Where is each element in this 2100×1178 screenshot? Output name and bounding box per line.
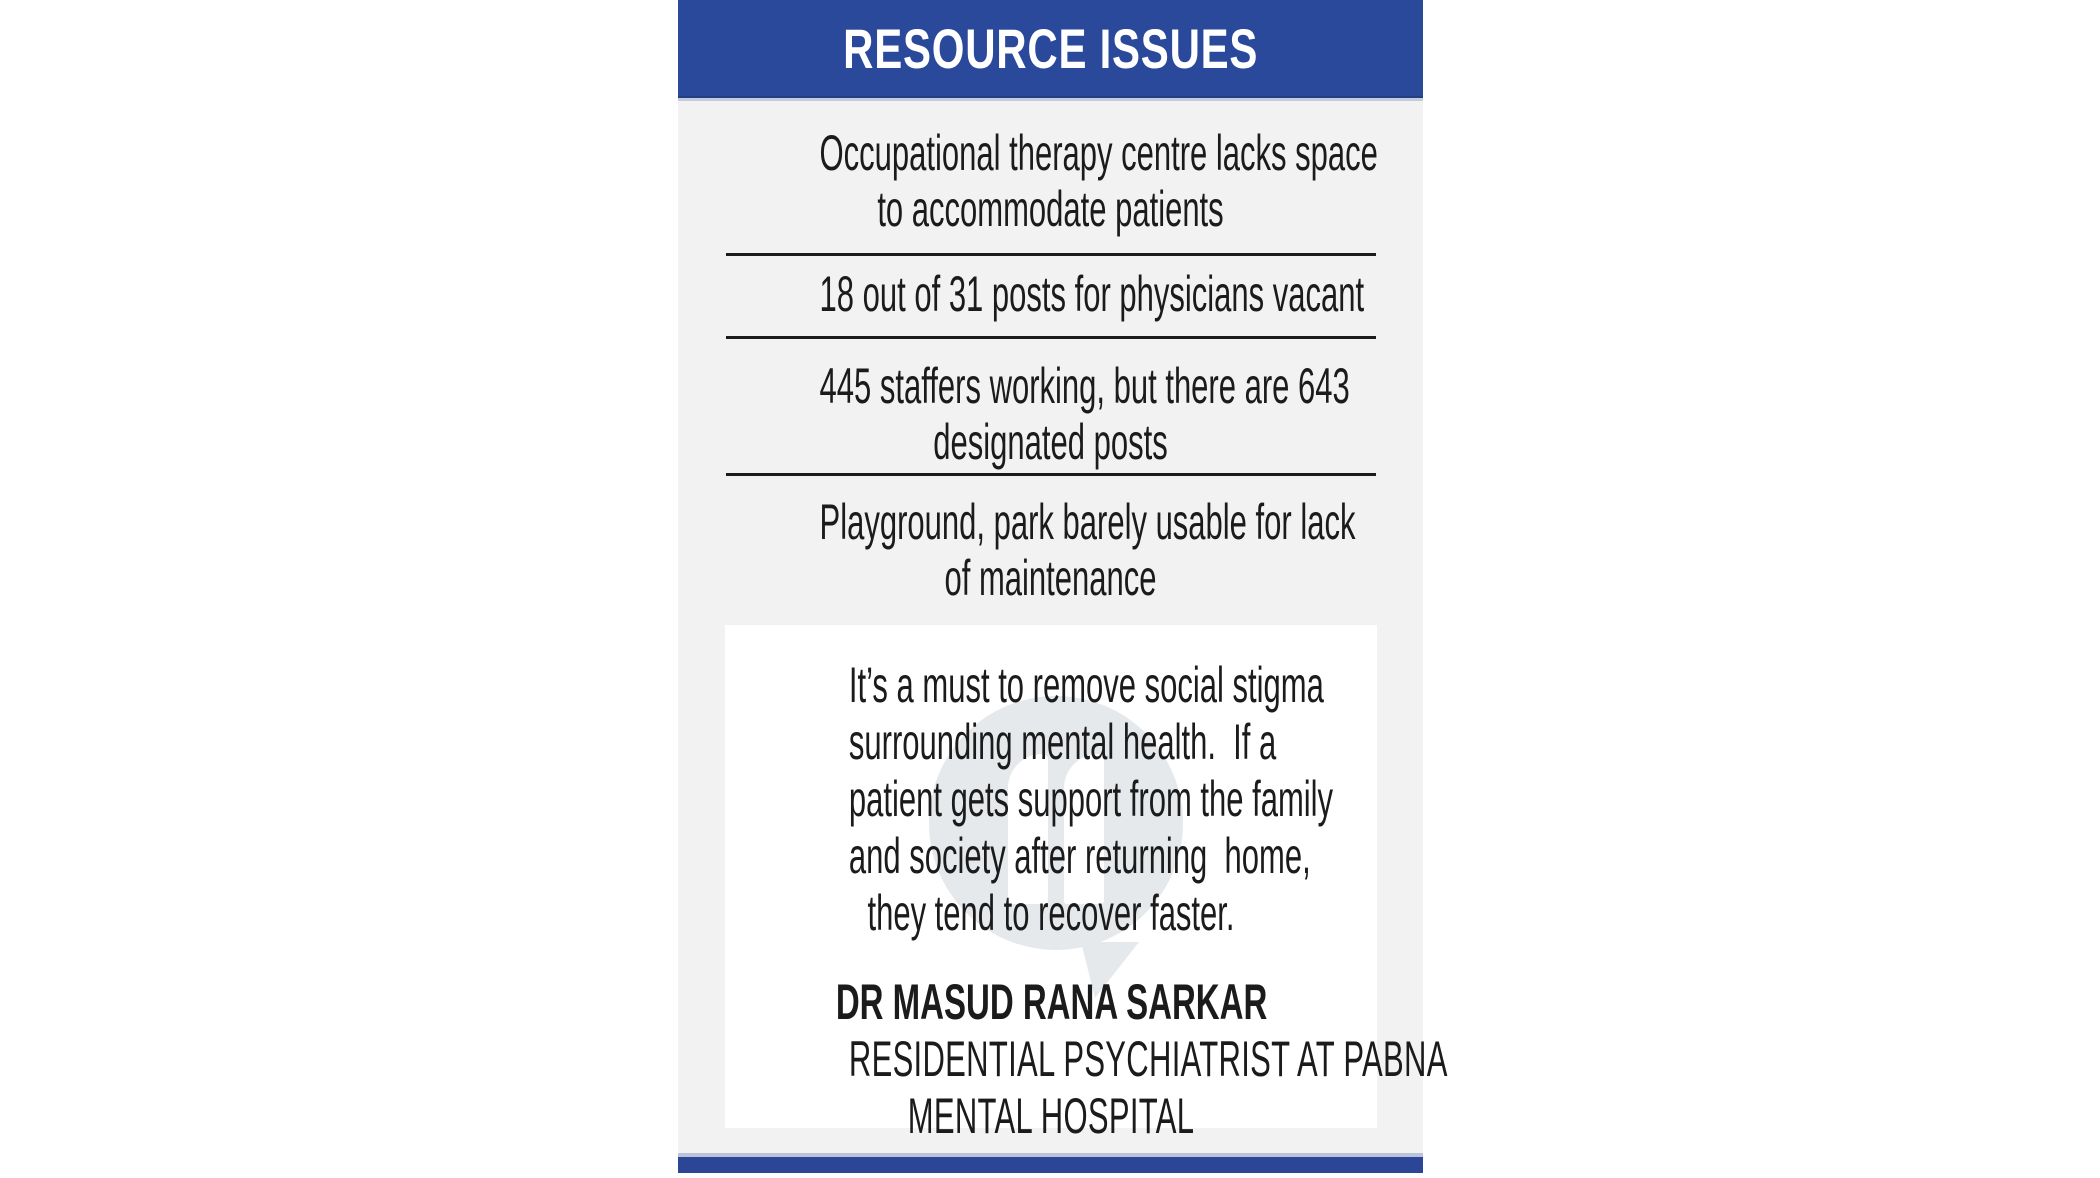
- issue-line: Playground, park barely usable for lack: [819, 494, 1356, 550]
- issue-item-playground: [678, 494, 1423, 606]
- issue-line: 18 out of 31 posts for physicians vacant: [819, 266, 1365, 322]
- issue-divider: [726, 473, 1376, 476]
- quote-line: and society after returning home,: [848, 828, 1311, 884]
- quote-line: patient gets support from the family: [848, 771, 1333, 827]
- issue-item-physician-posts: [678, 266, 1423, 322]
- issue-item-space: [678, 125, 1423, 237]
- attribution-title-line: RESIDENTIAL PSYCHIATRIST AT PABNA: [848, 1031, 1448, 1087]
- issue-item-staffers: [678, 358, 1423, 470]
- attribution-title-line: MENTAL HOSPITAL: [907, 1088, 1194, 1144]
- footer-bar: [678, 1157, 1423, 1173]
- issue-line: Occupational therapy centre lacks space: [819, 125, 1378, 181]
- issue-divider: [726, 253, 1376, 256]
- resource-issues-panel: [678, 0, 1448, 1173]
- header-banner: [678, 0, 1423, 98]
- issue-line: to accommodate patients: [877, 181, 1224, 237]
- attribution-name: DR MASUD RANA SARKAR: [835, 974, 1267, 1030]
- issue-line: 445 staffers working, but there are 643: [819, 358, 1350, 414]
- issue-line: designated posts: [933, 414, 1168, 470]
- quote-card: [725, 625, 1448, 1144]
- quote-text: [725, 625, 1448, 1145]
- quote-line: It’s a must to remove social stigma: [848, 657, 1324, 713]
- issue-line: of maintenance: [944, 550, 1157, 606]
- quote-line: surrounding mental health. If a: [848, 714, 1276, 770]
- issue-divider: [726, 336, 1376, 339]
- panel-title: RESOURCE ISSUES: [842, 16, 1259, 80]
- issues-list: [678, 101, 1448, 1153]
- quote-line: they tend to recover faster.: [866, 885, 1235, 941]
